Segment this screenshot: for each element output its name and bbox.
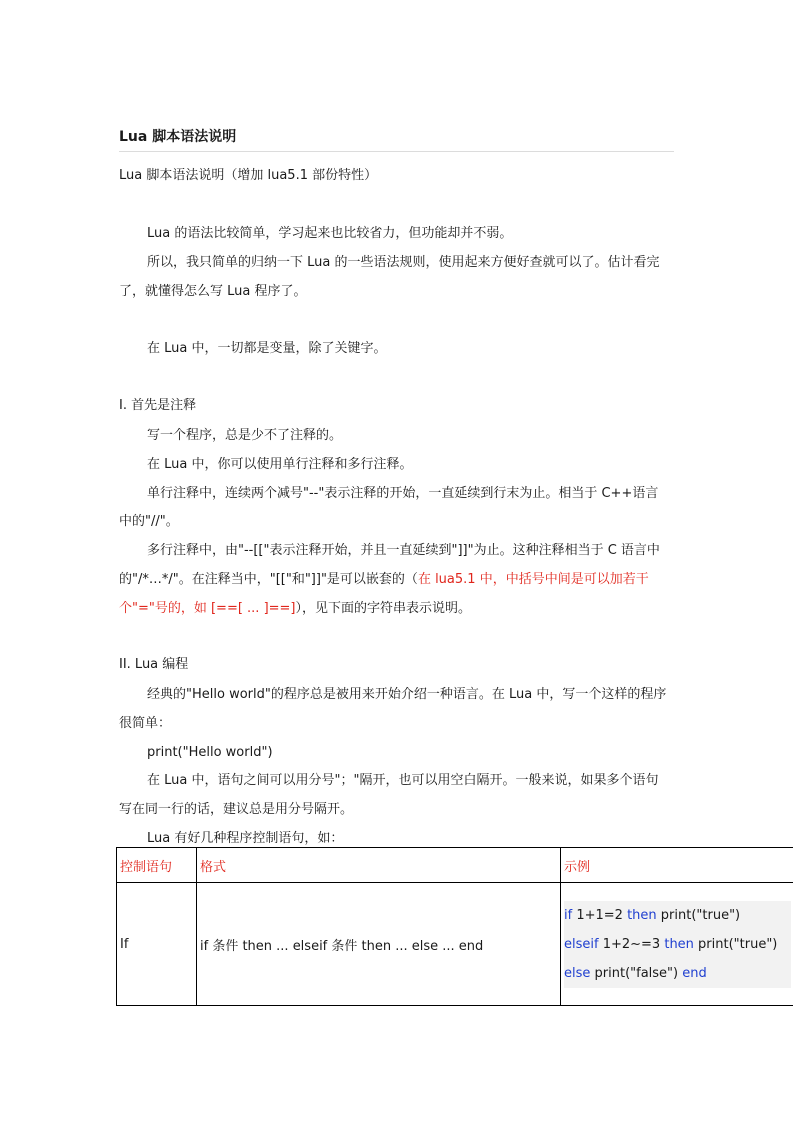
code-keyword: elseif xyxy=(564,936,599,952)
section-1-line-3: 单行注释中，连续两个减号"--"表示注释的开始，一直延续到行末为止。相当于 C++语言 xyxy=(147,486,659,501)
section-1-line-6-red: 在 lua5.1 中，中括号中间是可以加若干 xyxy=(417,572,649,587)
section-2-line-5: 写在同一行的话，建议总是用分号隔开。 xyxy=(119,802,354,817)
control-statements-table xyxy=(116,847,793,1006)
section-2-heading: II. Lua 编程 xyxy=(119,657,189,672)
code-print-hello: print("Hello world") xyxy=(147,745,273,760)
section-2-line-6: Lua 有好几种程序控制语句，如： xyxy=(147,831,344,846)
code-keyword: then xyxy=(664,936,694,952)
table-row xyxy=(117,883,793,1006)
section-1-line-6-text: 的"/*…*/"。在注释当中，"[["和"]]"是可以嵌套的（ xyxy=(119,572,418,587)
table-cell-example xyxy=(561,883,793,1006)
code-keyword: if xyxy=(564,907,573,923)
code-keyword: else xyxy=(564,965,591,981)
section-1-line-2: 在 Lua 中，你可以使用单行注释和多行注释。 xyxy=(147,457,413,472)
section-1-line-7-text: ），见下面的字符串表示说明。 xyxy=(295,601,472,616)
section-1-line-7 xyxy=(119,594,679,623)
section-1-line-4: 中的"//"。 xyxy=(119,514,179,529)
code-text: print("true") xyxy=(656,907,741,923)
example-code-line xyxy=(564,959,791,988)
intro-line-3: 了，就懂得怎么写 Lua 程序了。 xyxy=(119,284,307,299)
section-1-line-1: 写一个程序，总是少不了注释的。 xyxy=(147,428,343,443)
section-2-line-1: 经典的"Hello world"的程序总是被用来开始介绍一种语言。在 Lua 中，写一个这样的程序 xyxy=(147,687,667,702)
intro-line-4: 在 Lua 中，一切都是变量，除了关键字。 xyxy=(147,341,387,356)
page-title: Lua 脚本语法说明 xyxy=(119,126,674,152)
table-cell-statement: If xyxy=(117,883,197,1006)
code-text: print("false") xyxy=(590,965,683,981)
intro-line-1: Lua 的语法比较简单，学习起来也比较省力，但功能却并不弱。 xyxy=(147,226,513,241)
example-code-line xyxy=(564,901,791,930)
code-keyword: end xyxy=(682,965,707,981)
section-1-line-5: 多行注释中，由"--[["表示注释开始，并且一直延续到"]]"为止。这种注释相当于 C 语言中 xyxy=(147,543,660,558)
table-header-cell: 格式 xyxy=(197,848,561,883)
table-header-cell: 示例 xyxy=(561,848,793,883)
code-text: 1+2~=3 xyxy=(598,936,665,952)
example-code-block xyxy=(564,901,791,988)
code-text: print("true") xyxy=(693,936,778,952)
section-1-heading: I. 首先是注释 xyxy=(119,398,197,413)
section-1-line-7-red: 个"="号的，如 [==[ ... ]==] xyxy=(119,601,296,616)
section-2-line-2: 很简单： xyxy=(119,716,172,731)
table-cell-format: if 条件 then ... elseif 条件 then ... else ... end xyxy=(197,883,561,1006)
intro-line-2: 所以，我只简单的归纳一下 Lua 的一些语法规则，使用起来方便好查就可以了。估计看完 xyxy=(147,255,660,270)
table-header-cell: 控制语句 xyxy=(117,848,197,883)
code-keyword: then xyxy=(627,907,657,923)
subtitle: Lua 脚本语法说明（增加 lua5.1 部份特性） xyxy=(119,168,378,183)
section-2-line-4: 在 Lua 中，语句之间可以用分号"；"隔开，也可以用空白隔开。一般来说，如果多个语句 xyxy=(147,773,659,788)
section-1-line-6 xyxy=(119,565,679,594)
example-code-line xyxy=(564,930,791,959)
code-text: 1+1=2 xyxy=(572,907,628,923)
table-header-row xyxy=(117,848,793,883)
